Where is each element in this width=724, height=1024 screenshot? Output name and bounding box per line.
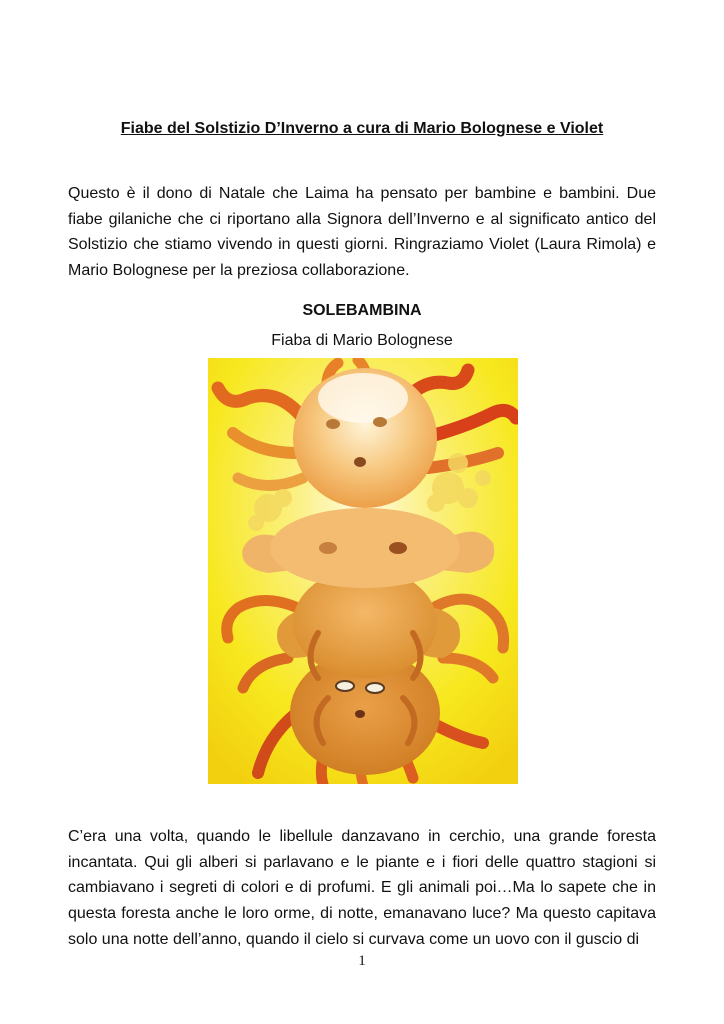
sun-figure-illustration bbox=[208, 358, 518, 784]
story-opening-paragraph: C’era una volta, quando le libellule danzavano in cerchio, una grande foresta incantata. Qui gli alberi si parlavano e le piante e i fiori delle quattro stagioni si cambiavano i segreti di colori e di profumi. E gli animali poi…Ma lo sapete che in questa foresta anche le loro orme, di notte, emanavano luce? Ma questo capitava solo una notte dell’anno, quando il cielo si curvava come un uovo con il guscio di bbox=[68, 828, 656, 948]
story-byline: Fiaba di Mario Bolognese bbox=[271, 332, 453, 349]
document-title: Fiabe del Solstizio D’Inverno a cura di Mario Bolognese e Violet bbox=[120, 120, 604, 137]
intro-paragraph: Questo è il dono di Natale che Laima ha pensato per bambine e bambini. Due fiabe gilaniche che ci riportano alla Signora dell’Inverno e al significato antico del Solstizio che stiamo vivendo in questi giorni. Ringraziamo Violet (Laura Rimola) e Mario Bolognese per la preziosa collaborazione. bbox=[68, 185, 656, 280]
story-title: SOLEBAMBINA bbox=[302, 302, 422, 319]
page-number: 1 bbox=[358, 953, 366, 969]
